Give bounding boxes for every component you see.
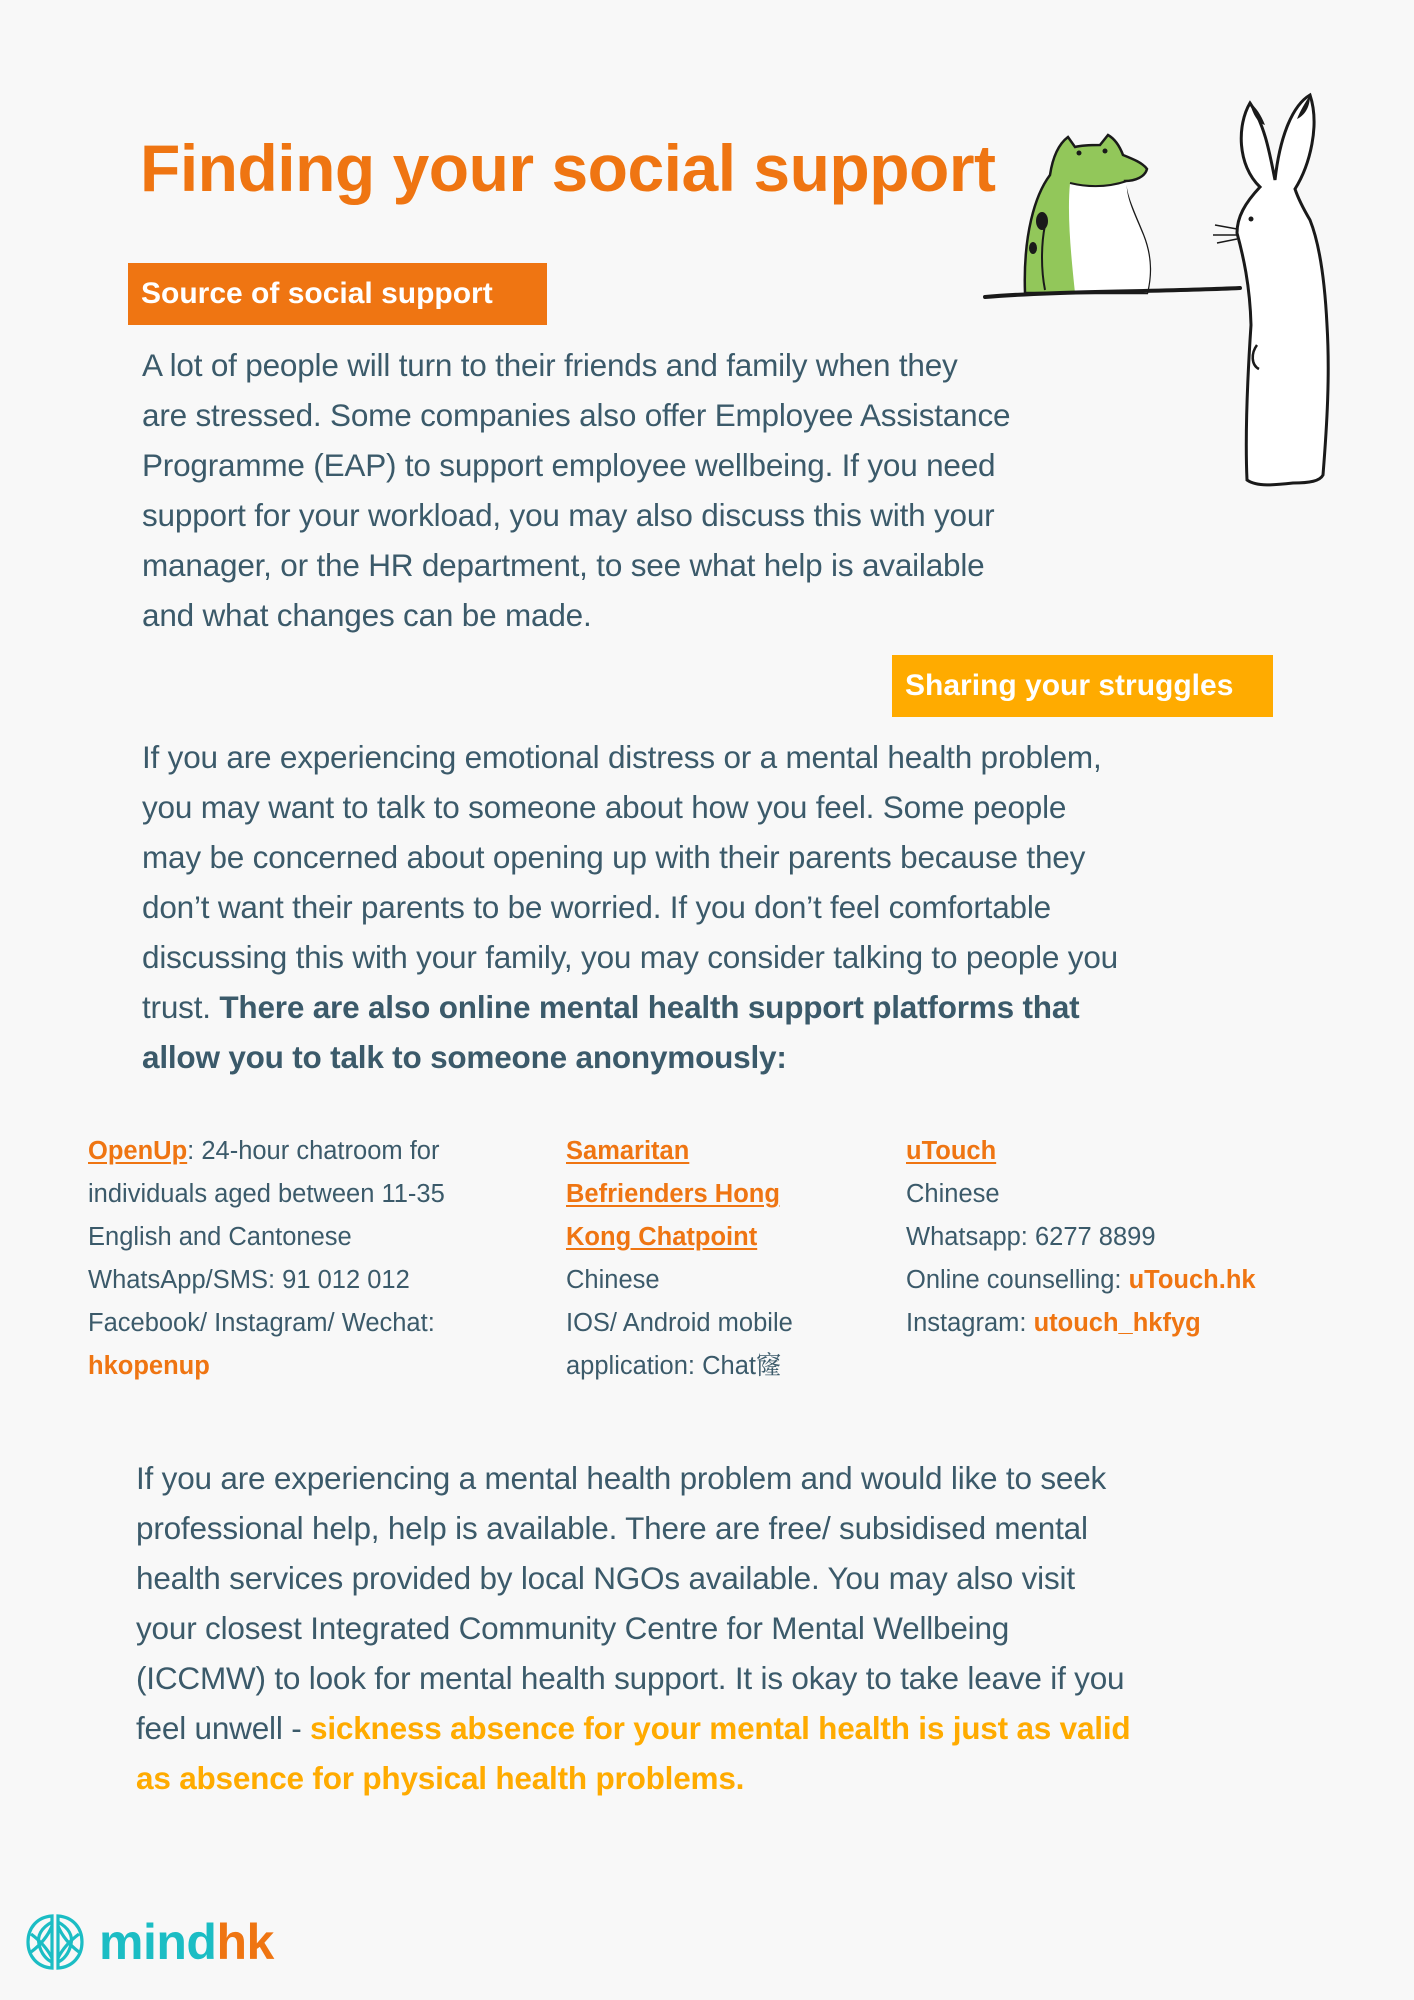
samaritan-befrienders-link[interactable]: Samaritan <box>566 1137 690 1165</box>
utouch-link[interactable]: uTouch <box>906 1137 997 1165</box>
paragraph-line: don’t want their parents to be worried. If you don’t feel comfortable <box>142 889 1051 925</box>
platform-heading-line <box>566 1130 793 1173</box>
online-counselling-label: Online counselling: <box>906 1266 1129 1294</box>
paragraph-line: may be concerned about opening up with their parents because they <box>142 839 1086 875</box>
mindhk-logo <box>25 1912 274 1972</box>
paragraph-line: professional help, help is available. There are free/ subsidised mental <box>136 1510 1088 1546</box>
logo-wordmark <box>99 1912 274 1972</box>
platform-openup <box>88 1130 445 1388</box>
platform-heading-line <box>566 1173 793 1216</box>
platform-heading-line <box>906 1130 1256 1173</box>
platform-contact: Whatsapp: 6277 8899 <box>906 1223 1156 1251</box>
brain-globe-icon <box>25 1912 85 1972</box>
platform-contact: WhatsApp/SMS: 91 012 012 <box>88 1266 410 1294</box>
platform-samaritan-befrienders <box>566 1130 793 1388</box>
platform-language: Chinese <box>566 1266 660 1294</box>
paragraph-line: support for your workload, you may also discuss this with your <box>142 497 995 533</box>
platform-detail: individuals aged between 11-35 <box>88 1180 445 1208</box>
openup-social-handle: hkopenup <box>88 1352 210 1380</box>
platform-detail: IOS/ Android mobile <box>566 1309 793 1337</box>
paragraph-line: If you are experiencing emotional distress or a mental health problem, <box>142 739 1102 775</box>
paragraph-line: If you are experiencing a mental health problem and would like to seek <box>136 1460 1107 1496</box>
frog-and-rabbit-illustration <box>975 85 1365 495</box>
plain-text: trust. <box>142 989 220 1025</box>
platform-language: Chinese <box>906 1180 1000 1208</box>
page-title: Finding your social support <box>140 131 996 205</box>
platform-online-counselling <box>906 1259 1256 1302</box>
paragraph-line: manager, or the HR department, to see what help is available <box>142 547 985 583</box>
platform-detail: application: Chat窿 <box>566 1352 782 1380</box>
logo-mind-text: mind <box>99 1914 217 1970</box>
paragraph-line: Programme (EAP) to support employee wellbeing. If you need <box>142 447 996 483</box>
sharing-struggles-paragraph <box>142 732 1118 1082</box>
paragraph-line-mixed <box>136 1703 1130 1753</box>
platform-language: English and Cantonese <box>88 1223 352 1251</box>
paragraph-line: are stressed. Some companies also offer Employee Assistance <box>142 397 1011 433</box>
openup-link[interactable]: OpenUp <box>88 1137 188 1165</box>
plain-text: feel unwell - <box>136 1710 311 1746</box>
platform-instagram <box>906 1302 1256 1345</box>
platform-description: : 24-hour chatroom for <box>187 1137 440 1165</box>
platform-heading-line <box>566 1216 793 1259</box>
emphasis-text: There are also online mental health support platforms that <box>219 989 1080 1025</box>
instagram-label: Instagram: <box>906 1309 1034 1337</box>
samaritan-befrienders-link[interactable]: Befrienders Hong <box>566 1180 780 1208</box>
paragraph-line: health services provided by local NGOs available. You may also visit <box>136 1560 1075 1596</box>
source-of-support-paragraph <box>142 340 1010 640</box>
paragraph-line: you may want to talk to someone about how you feel. Some people <box>142 789 1067 825</box>
professional-help-paragraph <box>136 1453 1130 1803</box>
online-counselling-site: uTouch.hk <box>1128 1266 1256 1294</box>
paragraph-line: discussing this with your family, you may consider talking to people you <box>142 939 1118 975</box>
paragraph-line: your closest Integrated Community Centre for Mental Wellbeing <box>136 1610 1010 1646</box>
emphasis-text: allow you to talk to someone anonymously: <box>142 1039 787 1075</box>
highlight-text: sickness absence for your mental health is just as valid <box>310 1710 1131 1746</box>
instagram-handle: utouch_hkfyg <box>1033 1309 1201 1337</box>
paragraph-line: (ICCMW) to look for mental health support. It is okay to take leave if you <box>136 1660 1125 1696</box>
section-label-sharing-struggles: Sharing your struggles <box>892 655 1273 717</box>
frog-illustration <box>1025 135 1150 293</box>
platform-social-label: Facebook/ Instagram/ Wechat: <box>88 1309 435 1337</box>
logo-hk-text: hk <box>216 1914 274 1970</box>
samaritan-befrienders-link[interactable]: Kong Chatpoint <box>566 1223 758 1251</box>
platform-heading-line <box>88 1130 445 1173</box>
section-label-source-of-support: Source of social support <box>128 263 547 325</box>
paragraph-line-mixed <box>142 982 1118 1032</box>
paragraph-line: and what changes can be made. <box>142 597 592 633</box>
platform-utouch <box>906 1130 1256 1345</box>
paragraph-line: A lot of people will turn to their friends and family when they <box>142 347 958 383</box>
highlight-text: as absence for physical health problems. <box>136 1760 745 1796</box>
